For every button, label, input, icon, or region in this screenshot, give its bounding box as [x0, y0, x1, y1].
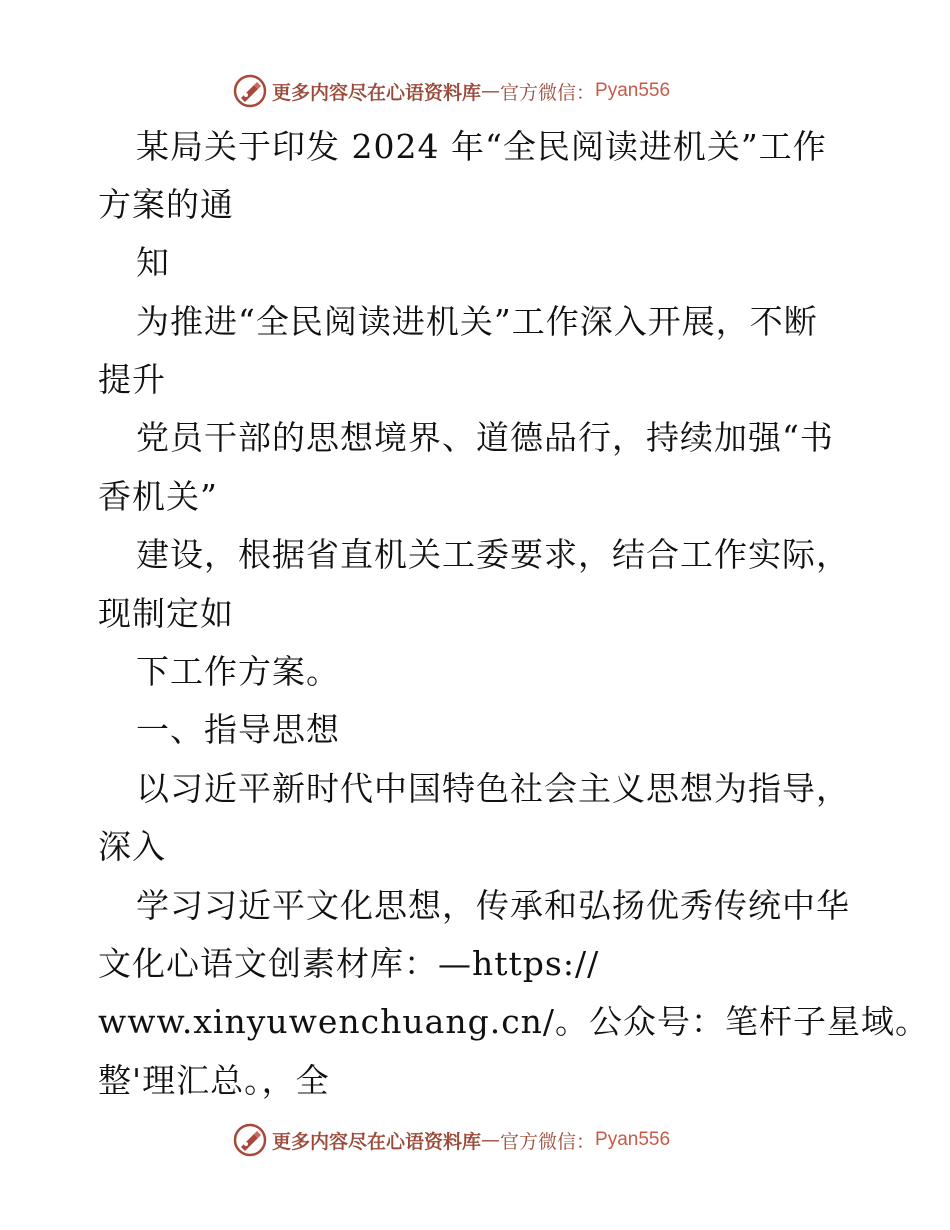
body-line: 整'理汇总。，全	[98, 1061, 330, 1100]
body-line: 下工作方案。	[136, 652, 340, 691]
body-line: 深入	[98, 827, 166, 866]
body-line: 为推进“全民阅读进机关”工作深入开展，不断	[136, 302, 818, 341]
body-line: 现制定如	[98, 594, 234, 633]
pen-logo-icon	[232, 1122, 268, 1158]
body-line: 党员干部的思想境界、道德品行，持续加强“书	[136, 418, 834, 457]
body-line: 方案的通	[98, 185, 234, 224]
watermark-footer	[232, 1120, 670, 1160]
body-line: 以习近平新时代中国特色社会主义思想为指导，	[136, 769, 850, 808]
body-line: 建设，根据省直机关工委要求，结合工作实际，	[136, 535, 850, 574]
body-line: www.xinyuwenchuang.cn/。公众号：笔杆子星域。	[98, 1002, 930, 1041]
body-line: 学习习近平文化思想，传承和弘扬优秀传统中华	[136, 886, 850, 925]
section-heading: 一、指导思想	[136, 710, 340, 749]
body-line: 香机关”	[98, 477, 218, 516]
pen-logo-icon	[232, 73, 268, 109]
body-line: 某局关于印发 2024 年“全民阅读进机关”工作	[136, 127, 827, 166]
watermark-separator: —	[481, 1129, 501, 1151]
watermark-separator: —	[481, 80, 501, 102]
body-line: 知	[136, 243, 170, 282]
watermark-wechat-id: Pyan556	[595, 80, 671, 101]
watermark-wechat-id: Pyan556	[595, 1129, 671, 1150]
watermark-account-label: 官方微信：	[500, 81, 596, 104]
body-line: 提升	[98, 360, 166, 399]
watermark-header	[232, 71, 670, 111]
watermark-main-text: 更多内容尽在心语资料库	[272, 1130, 482, 1153]
watermark-account-label: 官方微信：	[500, 1130, 596, 1153]
body-line: 文化心语文创素材库：—https://	[98, 944, 600, 983]
watermark-main-text: 更多内容尽在心语资料库	[272, 81, 482, 104]
